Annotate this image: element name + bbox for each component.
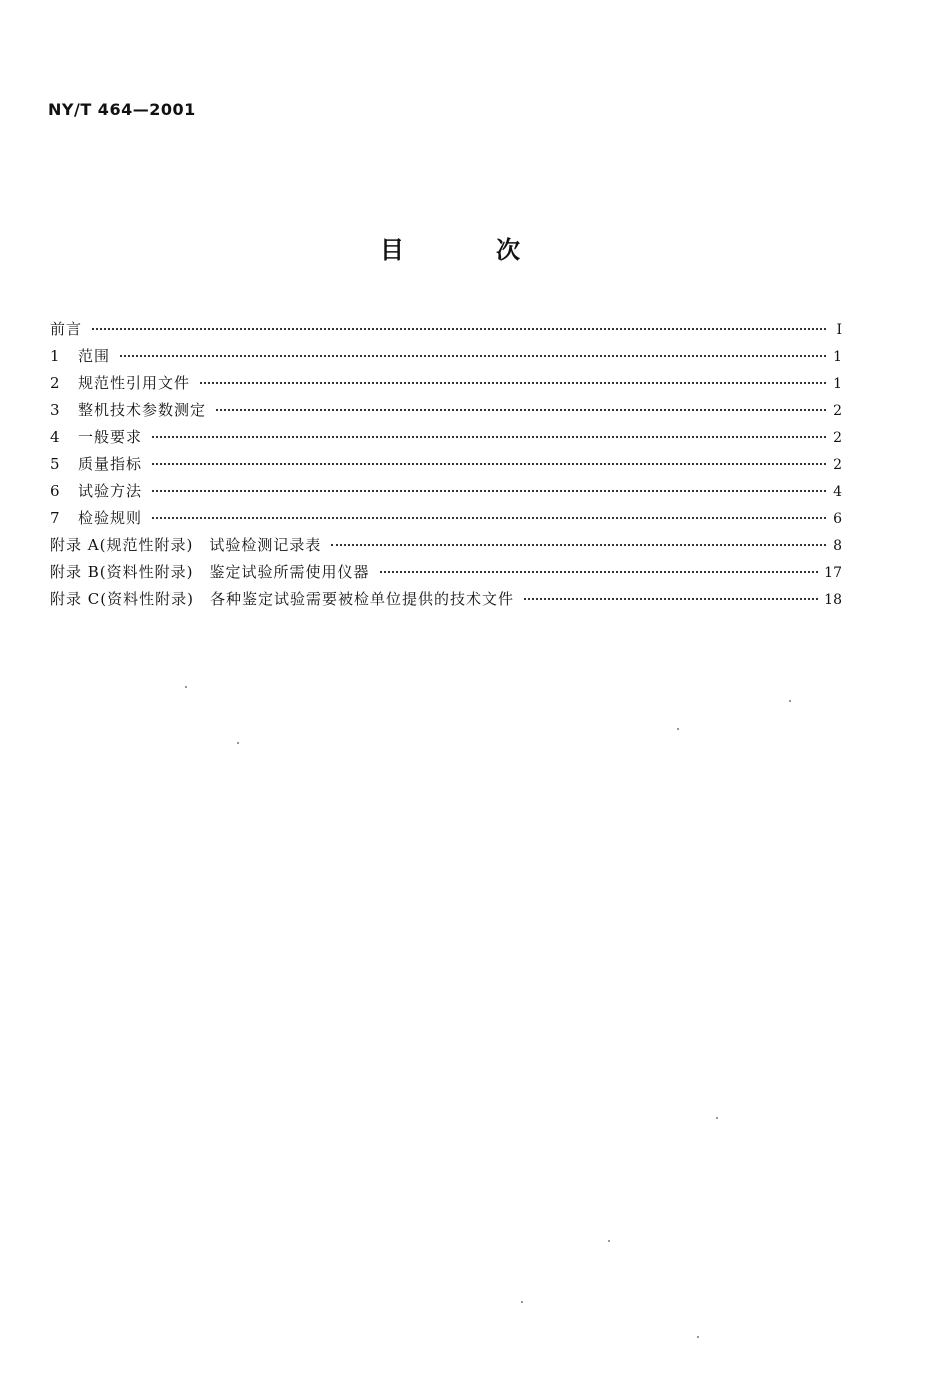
toc-appendix-label: 附录 B(资料性附录): [50, 563, 194, 581]
toc-dot-leader: [92, 328, 826, 330]
scan-speck: [608, 1240, 610, 1242]
scan-speck: [789, 700, 791, 702]
toc-entry-number: 6: [50, 482, 60, 500]
toc-entry-number: 4: [50, 428, 60, 446]
toc-entry-label: 范围: [78, 347, 111, 365]
toc-entry-label: 检验规则: [78, 509, 143, 527]
toc-dot-leader: [152, 436, 826, 438]
toc-page-number: 17: [824, 565, 842, 581]
toc-page-number: 4: [833, 484, 842, 500]
toc-title-left: 目: [380, 236, 404, 264]
toc-appendix-title: 各种鉴定试验需要被检单位提供的技术文件: [209, 590, 514, 608]
toc-entry-6[interactable]: [50, 478, 842, 505]
toc-entry-7[interactable]: [50, 505, 842, 532]
toc-entry-number: 2: [50, 374, 60, 392]
toc-dot-leader: [380, 571, 819, 573]
toc-page-number: 2: [833, 430, 842, 446]
toc-dot-leader: [216, 409, 826, 411]
toc-entry-2[interactable]: [50, 370, 842, 397]
toc-page-number: I: [836, 322, 842, 338]
toc-page-number: 2: [833, 457, 842, 473]
scan-speck: [677, 728, 679, 730]
toc-entry-number: 7: [50, 509, 60, 527]
toc-entry-3[interactable]: [50, 397, 842, 424]
toc-entry-label: 一般要求: [78, 428, 143, 446]
toc-entry-4[interactable]: [50, 424, 842, 451]
toc-appendix-a[interactable]: [50, 532, 842, 559]
scan-speck: [237, 742, 239, 744]
toc-dot-leader: [200, 382, 826, 384]
toc-entry-label: 规范性引用文件: [78, 374, 191, 392]
toc-page-number: 2: [833, 403, 842, 419]
toc-dot-leader: [120, 355, 826, 357]
standard-code: NY/T 464—2001: [48, 100, 196, 119]
toc-entry-number: 1: [50, 347, 60, 365]
toc-appendix-c[interactable]: [50, 586, 842, 613]
toc-entry-label: 试验方法: [78, 482, 143, 500]
toc-entry-label: 前言: [50, 320, 83, 338]
toc-page-number: 8: [833, 538, 842, 554]
scan-speck: [521, 1301, 523, 1303]
toc-entry-5[interactable]: [50, 451, 842, 478]
toc-title: [380, 230, 520, 265]
toc-page-number: 18: [824, 592, 842, 608]
toc-page-number: 1: [833, 376, 842, 392]
toc-entry-number: 3: [50, 401, 60, 419]
toc-entry-number: 5: [50, 455, 60, 473]
scan-speck: [697, 1336, 699, 1338]
toc-entry-1[interactable]: [50, 343, 842, 370]
toc-appendix-title: 鉴定试验所需使用仪器: [209, 563, 370, 581]
toc-dot-leader: [152, 490, 826, 492]
scan-speck: [185, 686, 187, 688]
toc-appendix-title: 试验检测记录表: [209, 536, 322, 554]
scan-speck: [716, 1117, 718, 1119]
toc-title-right: 次: [496, 236, 520, 264]
toc-entry-label: 质量指标: [78, 455, 143, 473]
toc-dot-leader: [152, 517, 826, 519]
toc-page-number: 1: [833, 349, 842, 365]
toc-entry-label: 整机技术参数测定: [78, 401, 207, 419]
toc-appendix-label: 附录 A(规范性附录): [50, 536, 194, 554]
toc-entry-preface[interactable]: [50, 316, 842, 343]
table-of-contents: [50, 316, 842, 613]
toc-page-number: 6: [833, 511, 842, 527]
toc-appendix-b[interactable]: [50, 559, 842, 586]
toc-dot-leader: [524, 598, 818, 600]
toc-appendix-label: 附录 C(资料性附录): [50, 590, 194, 608]
toc-dot-leader: [152, 463, 826, 465]
toc-dot-leader: [331, 544, 826, 546]
